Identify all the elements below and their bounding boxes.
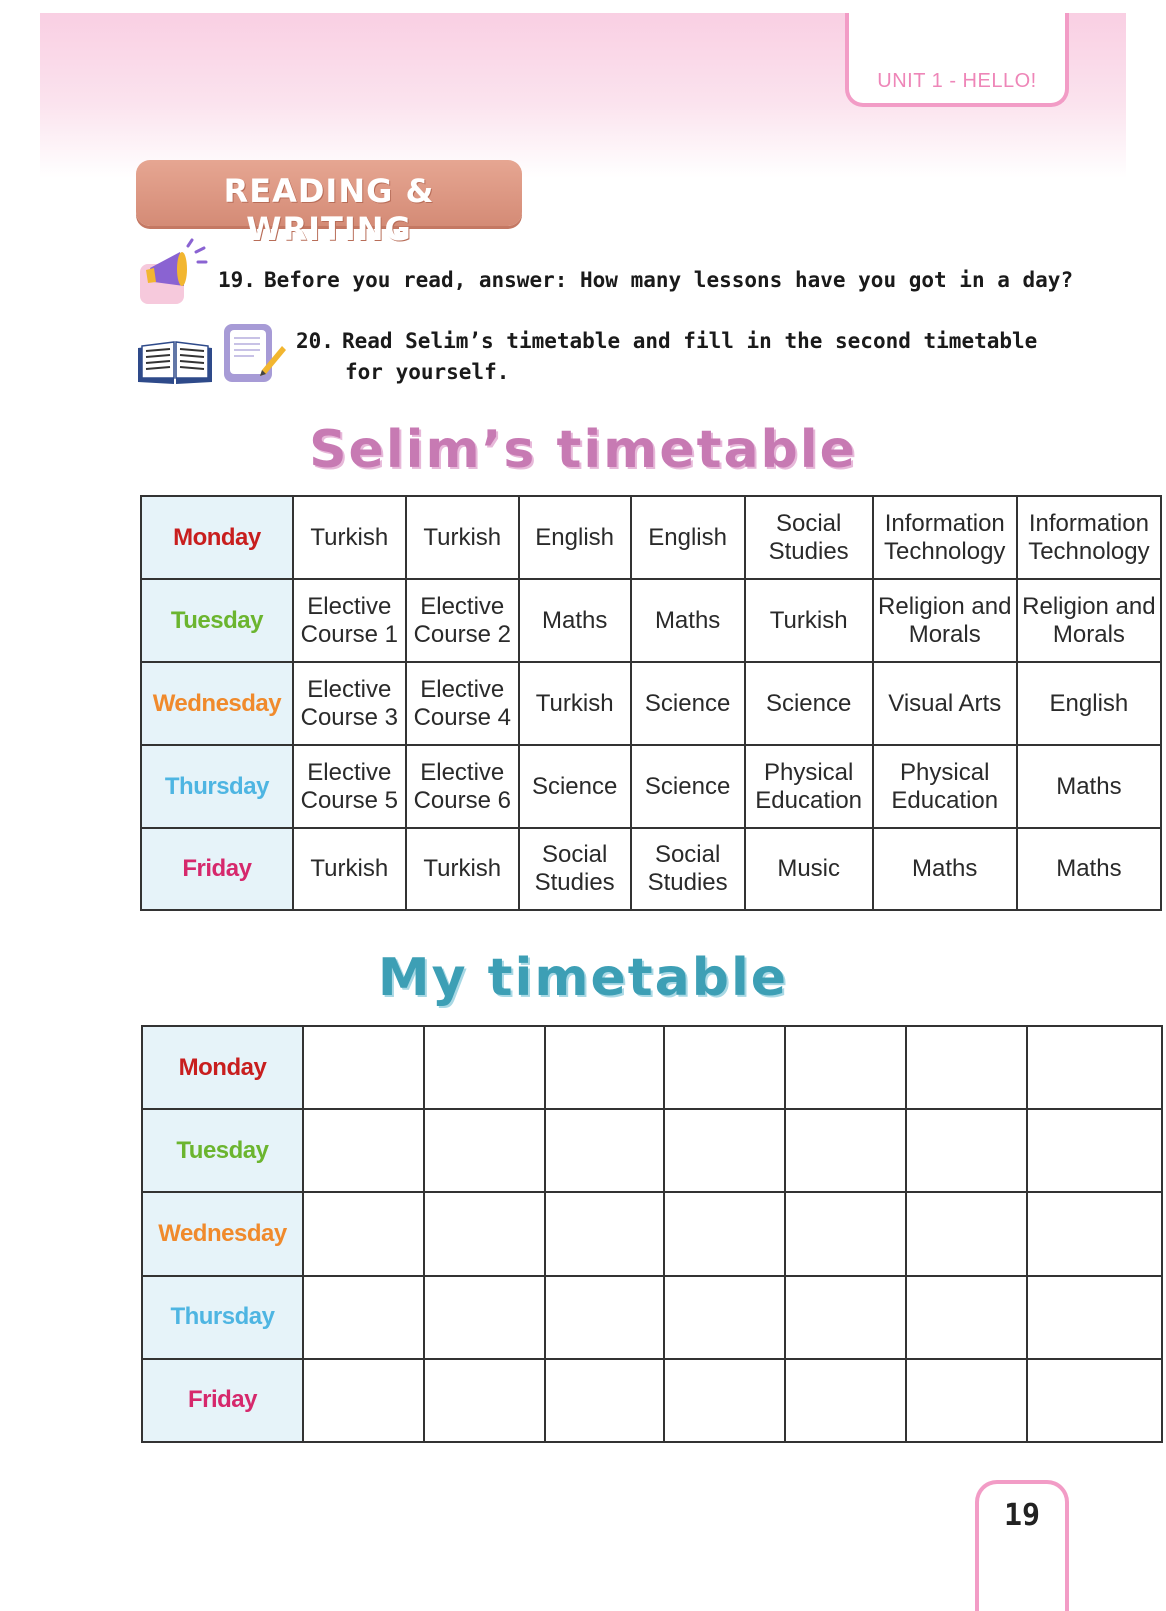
- lesson-cell: Maths: [631, 579, 745, 662]
- blank-lesson-cell[interactable]: [785, 1026, 906, 1109]
- lesson-cell: Turkish: [293, 828, 406, 910]
- lesson-cell: Elective Course 6: [406, 745, 519, 828]
- day-label: Thursday: [141, 745, 293, 828]
- day-label: Tuesday: [141, 579, 293, 662]
- blank-lesson-cell[interactable]: [303, 1109, 424, 1192]
- day-label: Wednesday: [141, 662, 293, 745]
- blank-lesson-cell[interactable]: [785, 1192, 906, 1275]
- my-timetable: [141, 1025, 1163, 1443]
- blank-lesson-cell[interactable]: [545, 1109, 665, 1192]
- blank-lesson-cell[interactable]: [424, 1276, 545, 1359]
- task-19: [218, 265, 1073, 296]
- day-label: Friday: [141, 828, 293, 910]
- section-title: READING & WRITING: [223, 172, 435, 248]
- lesson-cell: Science: [745, 662, 873, 745]
- lesson-cell: Physical Education: [745, 745, 873, 828]
- lesson-cell: English: [1017, 662, 1161, 745]
- unit-label: UNIT 1 - HELLO!: [877, 70, 1037, 92]
- blank-lesson-cell[interactable]: [1027, 1026, 1162, 1109]
- selim-timetable: [140, 495, 1162, 911]
- lesson-cell: Turkish: [406, 828, 519, 910]
- book-icon: [136, 338, 214, 386]
- blank-lesson-cell[interactable]: [303, 1192, 424, 1275]
- lesson-cell: Information Technology: [1017, 496, 1161, 579]
- lesson-cell: Elective Course 2: [406, 579, 519, 662]
- lesson-cell: Science: [519, 745, 631, 828]
- lesson-cell: Turkish: [745, 579, 873, 662]
- lesson-cell: Maths: [873, 828, 1017, 910]
- blank-lesson-cell[interactable]: [303, 1359, 424, 1442]
- blank-lesson-cell[interactable]: [906, 1192, 1027, 1275]
- timetable-row: [142, 1192, 1162, 1275]
- blank-lesson-cell[interactable]: [664, 1359, 785, 1442]
- lesson-cell: Maths: [519, 579, 631, 662]
- blank-lesson-cell[interactable]: [1027, 1276, 1162, 1359]
- blank-lesson-cell[interactable]: [1027, 1359, 1162, 1442]
- lesson-cell: Religion and Morals: [1017, 579, 1161, 662]
- timetable-row: [142, 1276, 1162, 1359]
- lesson-cell: Science: [631, 662, 745, 745]
- task-text: Before you read, answer: How many lessons have you got in a day?: [263, 268, 1074, 292]
- lesson-cell: Elective Course 5: [293, 745, 406, 828]
- timetable-row: [142, 1026, 1162, 1109]
- blank-lesson-cell[interactable]: [906, 1359, 1027, 1442]
- timetable-row: [141, 745, 1161, 828]
- blank-lesson-cell[interactable]: [424, 1109, 545, 1192]
- lesson-cell: Social Studies: [745, 496, 873, 579]
- blank-lesson-cell[interactable]: [664, 1026, 785, 1109]
- blank-lesson-cell[interactable]: [1027, 1192, 1162, 1275]
- timetable-row: [141, 662, 1161, 745]
- lesson-cell: Maths: [1017, 828, 1161, 910]
- blank-lesson-cell[interactable]: [424, 1359, 545, 1442]
- blank-lesson-cell[interactable]: [664, 1276, 785, 1359]
- selim-timetable-title: Selim’s timetable: [309, 420, 857, 480]
- blank-lesson-cell[interactable]: [664, 1109, 785, 1192]
- blank-lesson-cell[interactable]: [785, 1109, 906, 1192]
- page-number-tab: [975, 1480, 1069, 1611]
- lesson-cell: Turkish: [293, 496, 406, 579]
- timetable-row: [142, 1359, 1162, 1442]
- timetable-row: [141, 828, 1161, 910]
- lesson-cell: Music: [745, 828, 873, 910]
- lesson-cell: Turkish: [406, 496, 519, 579]
- task-20: [296, 326, 1065, 388]
- timetable-row: [141, 496, 1161, 579]
- section-badge: [136, 160, 522, 248]
- blank-lesson-cell[interactable]: [906, 1109, 1027, 1192]
- day-label: Thursday: [142, 1276, 303, 1359]
- timetable-row: [141, 579, 1161, 662]
- lesson-cell: Information Technology: [873, 496, 1017, 579]
- blank-lesson-cell[interactable]: [424, 1192, 545, 1275]
- blank-lesson-cell[interactable]: [545, 1192, 665, 1275]
- blank-lesson-cell[interactable]: [545, 1276, 665, 1359]
- lesson-cell: English: [519, 496, 631, 579]
- day-label: Friday: [142, 1359, 303, 1442]
- timetable-row: [142, 1109, 1162, 1192]
- day-label: Wednesday: [142, 1192, 303, 1275]
- day-label: Tuesday: [142, 1109, 303, 1192]
- lesson-cell: Religion and Morals: [873, 579, 1017, 662]
- blank-lesson-cell[interactable]: [785, 1276, 906, 1359]
- lesson-cell: Elective Course 1: [293, 579, 406, 662]
- lesson-cell: Elective Course 4: [406, 662, 519, 745]
- megaphone-icon: [136, 238, 210, 310]
- unit-tab: [845, 13, 1069, 107]
- blank-lesson-cell[interactable]: [785, 1359, 906, 1442]
- blank-lesson-cell[interactable]: [664, 1192, 785, 1275]
- lesson-cell: Physical Education: [873, 745, 1017, 828]
- blank-lesson-cell[interactable]: [545, 1359, 665, 1442]
- page-number: 19: [1003, 1498, 1041, 1533]
- day-label: Monday: [142, 1026, 303, 1109]
- notepad-icon: [222, 322, 288, 386]
- blank-lesson-cell[interactable]: [424, 1026, 545, 1109]
- lesson-cell: Elective Course 3: [293, 662, 406, 745]
- my-timetable-title: My timetable: [377, 948, 789, 1008]
- lesson-cell: English: [631, 496, 745, 579]
- task-text: Read Selim’s timetable and fill in the second timetable for yourself.: [341, 329, 1038, 384]
- lesson-cell: Science: [631, 745, 745, 828]
- blank-lesson-cell[interactable]: [545, 1026, 665, 1109]
- blank-lesson-cell[interactable]: [303, 1276, 424, 1359]
- blank-lesson-cell[interactable]: [906, 1276, 1027, 1359]
- blank-lesson-cell[interactable]: [303, 1026, 424, 1109]
- blank-lesson-cell[interactable]: [906, 1026, 1027, 1109]
- lesson-cell: Visual Arts: [873, 662, 1017, 745]
- task-number: 20.: [296, 329, 334, 353]
- blank-lesson-cell[interactable]: [1027, 1109, 1162, 1192]
- lesson-cell: Turkish: [519, 662, 631, 745]
- lesson-cell: Maths: [1017, 745, 1161, 828]
- lesson-cell: Social Studies: [631, 828, 745, 910]
- day-label: Monday: [141, 496, 293, 579]
- task-number: 19.: [218, 268, 256, 292]
- lesson-cell: Social Studies: [519, 828, 631, 910]
